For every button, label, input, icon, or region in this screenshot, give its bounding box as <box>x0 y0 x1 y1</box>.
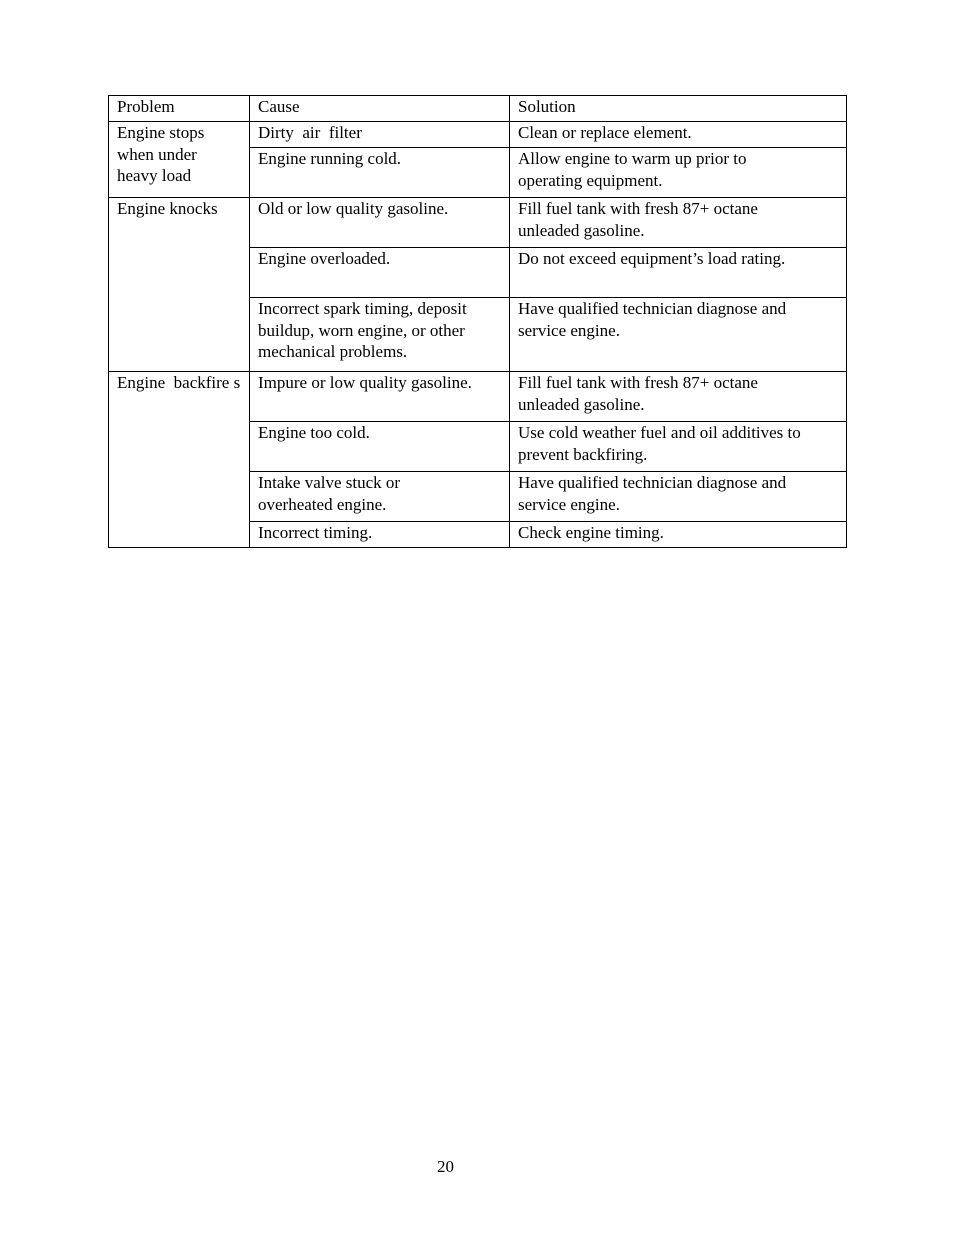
solution-cell <box>510 372 847 422</box>
solution-text: Fill fuel tank with fresh 87+ octane unleaded gasoline. <box>518 373 758 414</box>
cause-cell: Dirty air filter <box>250 122 510 148</box>
solution-cell <box>510 198 847 248</box>
problem-cell <box>109 122 250 198</box>
cause-cell: Old or low quality gasoline. <box>250 198 510 248</box>
table-header-row <box>109 96 847 122</box>
solution-text: Allow engine to warm up prior to operating equipment. <box>518 149 747 190</box>
cause-cell: Incorrect timing. <box>250 522 510 548</box>
solution-cell: Check engine timing. <box>510 522 847 548</box>
cause-cell: Impure or low quality gasoline. <box>250 372 510 422</box>
problem-text: Engine stops when under heavy load <box>117 123 205 185</box>
cause-text: Intake valve stuck or overheated engine. <box>258 473 401 514</box>
cause-cell: Engine overloaded. <box>250 248 510 298</box>
problem-cell <box>109 372 250 548</box>
header-solution: Solution <box>510 96 847 122</box>
cause-cell <box>250 472 510 522</box>
cause-cell: Engine too cold. <box>250 422 510 472</box>
page-number: 20 <box>437 1157 454 1176</box>
header-problem: Problem <box>109 96 250 122</box>
solution-cell <box>510 298 847 372</box>
solution-text: Have qualified technician diagnose and service engine. <box>518 473 787 514</box>
solution-text: Have qualified technician diagnose and service engine. <box>518 299 787 340</box>
table-row <box>109 372 847 422</box>
table-row <box>109 198 847 248</box>
problem-text: Engine backfire s <box>117 373 241 392</box>
header-cause: Cause <box>250 96 510 122</box>
solution-text: Fill fuel tank with fresh 87+ octane unleaded gasoline. <box>518 199 758 240</box>
solution-cell <box>510 148 847 198</box>
problem-cell: Engine knocks <box>109 198 250 372</box>
cause-cell: Incorrect spark timing, deposit buildup, worn engine, or other mechanical problems. <box>250 298 510 372</box>
troubleshooting-table <box>108 95 847 548</box>
table-row <box>109 122 847 148</box>
cause-cell: Engine running cold. <box>250 148 510 198</box>
solution-cell: Use cold weather fuel and oil additives to prevent backfiring. <box>510 422 847 472</box>
solution-cell: Do not exceed equipment’s load rating. <box>510 248 847 298</box>
solution-cell: Clean or replace element. <box>510 122 847 148</box>
solution-cell <box>510 472 847 522</box>
